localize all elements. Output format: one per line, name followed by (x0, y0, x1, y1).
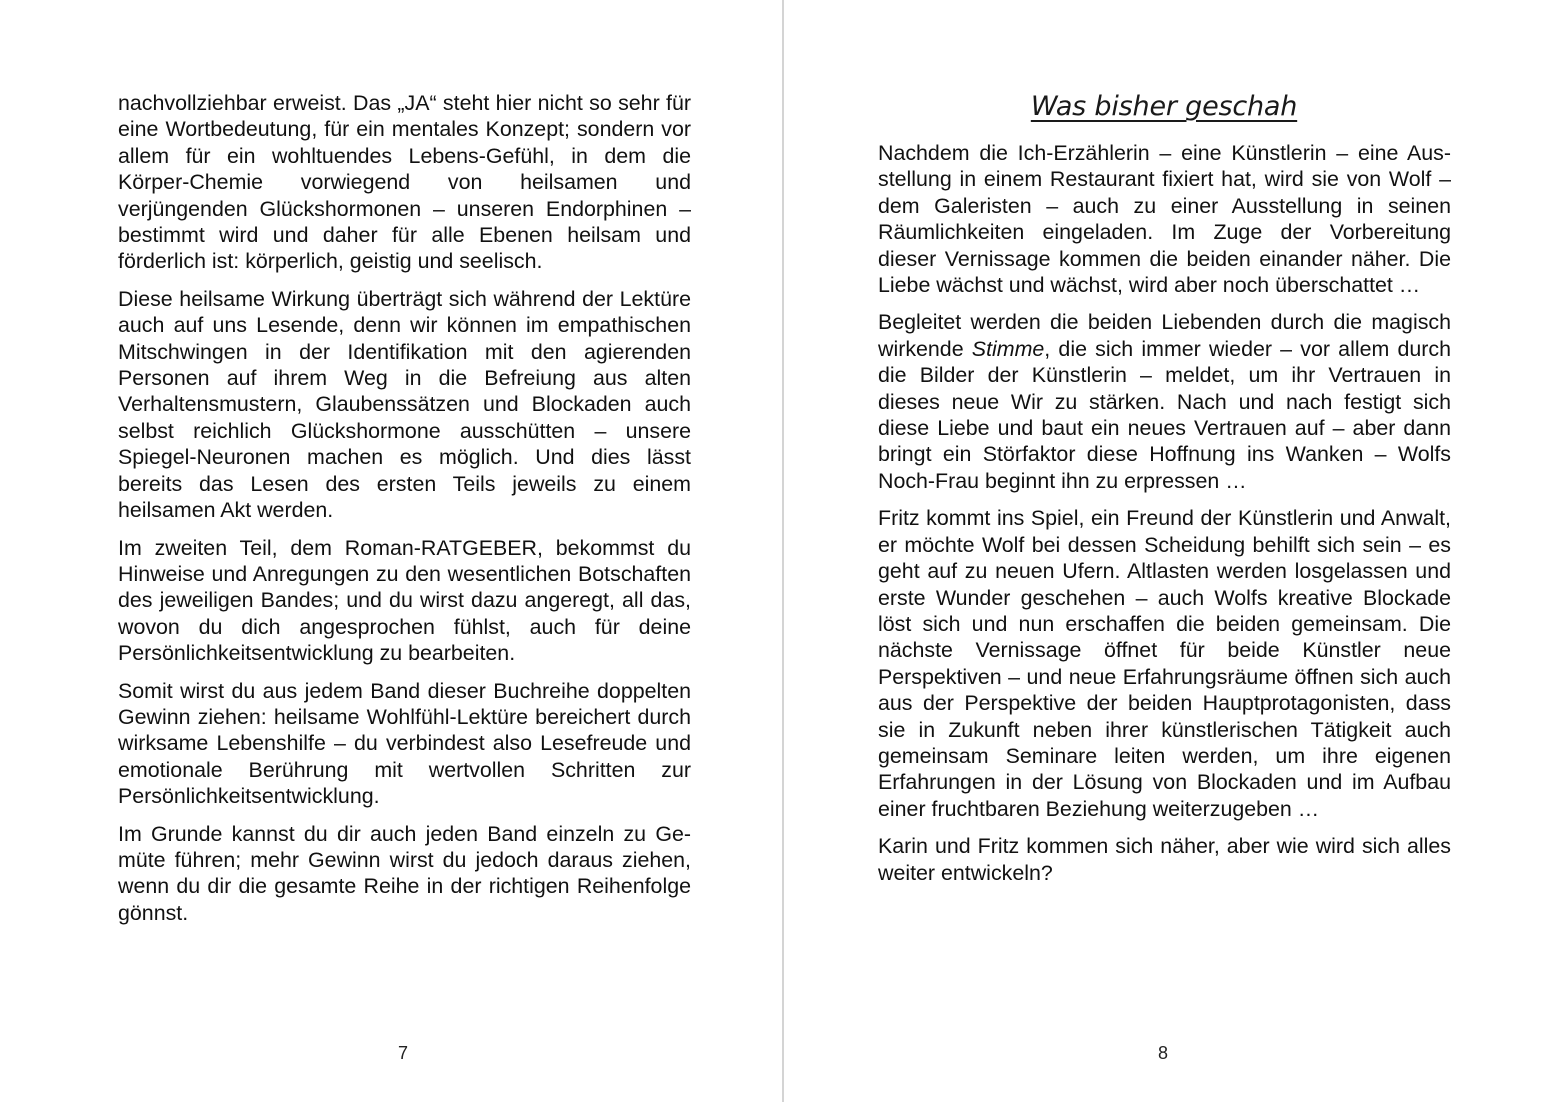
page-number-right: 8 (1158, 1043, 1169, 1063)
right-page-body (878, 140, 1451, 897)
paragraph: nachvollziehbar erweist. Das „JA“ steht hier nicht so sehr für eine Wortbedeutung, für ein mentales Konzept; sondern vor allem für ein wohltuendes Lebens-Gefühl, in dem die Körper-Chemie vorwiegend von heilsamen und verjüngenden Glückshormonen – unseren Endorphinen – bestimmt wird und daher für alle Ebenen heilsam und förderlich ist: körperlich, geistig und seelisch. (118, 91, 691, 274)
paragraph (878, 309, 1451, 494)
paragraph: Im zweiten Teil, dem Roman-RATGEBER, bekommst du Hinweise und Anregungen zu den wesentlichen Botschaften des jeweiligen Bandes; und du wirst dazu angeregt, all das, wovon du dich angesprochen fühlst, auch für deine Persönlichkeitsentwicklung zu bearbeiten. (118, 535, 691, 666)
paragraph: Nachdem die Ich-Erzählerin – eine Künstlerin – eine Ausstellung in einem Restaurant fixiert hat, wird sie von Wolf – dem Galeristen – auch zu einer Ausstellung in seinen Räumlichkeiten eingeladen. Im Zuge der Vorbereitung dieser Vernissage kommen die beiden einander näher. Die Liebe wächst und wächst, wird aber noch überschattet … (878, 141, 1451, 298)
right-page (784, 0, 1564, 1102)
page-number-left: 7 (398, 1043, 409, 1063)
paragraph: Somit wirst du aus jedem Band dieser Buchreihe doppelten Gewinn ziehen: heilsame Wohlfühl-Lektüre bereichert durch wirksame Lebenshilfe – du verbindest also Lesefreude und emotionale Berührung mit wertvollen Schritten zur Persönlichkeitsentwicklung. (118, 678, 691, 809)
emphasis-stimme: Stimme (971, 336, 1045, 361)
paragraph: Fritz kommt ins Spiel, ein Freund der Künstlerin und Anwalt, er möchte Wolf bei dessen Scheidung behilft sich sein – es geht auf zu neuen Ufern. Altlasten werden losgelassen und erste Wunder geschehen – auch Wolfs kreative Blockade löst sich und nun erschaffen die beiden gemeinsam. Die nächste Vernissage öffnet für beide Künstler neue Perspektiven – und neue Erfahrungsräume öffnen sich auch aus der Perspektive der beiden Hauptprotagonisten, dass sie in Zukunft neben ihrer künstlerischen Tätigkeit auch gemeinsam Seminare leiten werden, um ihre eigenen Erfahrungen in der Lösung von Blockaden und im Aufbau einer fruchtbaren Beziehung weiterzugeben … (878, 506, 1451, 821)
paragraph: Diese heilsame Wirkung überträgt sich während der Lektüre auch auf uns Lesende, denn wir können im empathischen Mitschwingen in der Identifikation mit den agierenden Personen auf ihrem Weg in die Befreiung aus alten Verhaltensmustern, Glaubenssätzen und Blockaden auch selbst reichlich Glückshormone ausschütten – unsere Spiegel-Neuronen machen es möglich. Und dies lässt bereits das Lesen des ersten Teils jeweils zu einem heilsamen Akt werden. (118, 286, 691, 523)
text-run: Begleitet werden die beiden Liebenden durch die magisch wirkende (878, 310, 1451, 361)
paragraph: Im Grunde kannst du dir auch jeden Band einzeln zu Gemüte führen; mehr Gewinn wirst du jedoch daraus ziehen, wenn du dir die gesamte Reihe in der richtigen Reihenfolge gönnst. (118, 821, 691, 925)
chapter-heading: Was bisher geschah (1030, 91, 1298, 122)
left-page-body (118, 90, 691, 937)
text-run: , die sich immer wieder – vor allem durch die Bilder der Künstlerin – meldet, um ihr Vertrauen in dieses neue Wir zu stärken. Nach und nach festigt sich diese Liebe und baut ein neues Vertrauen auf – aber dann bringt ein Störfaktor diese Hoffnung ins Wanken – Wolfs Noch-Frau beginnt ihn zu erpressen … (878, 336, 1451, 493)
paragraph: Karin und Fritz kommen sich näher, aber wie wird sich alles weiter entwickeln? (878, 834, 1451, 885)
